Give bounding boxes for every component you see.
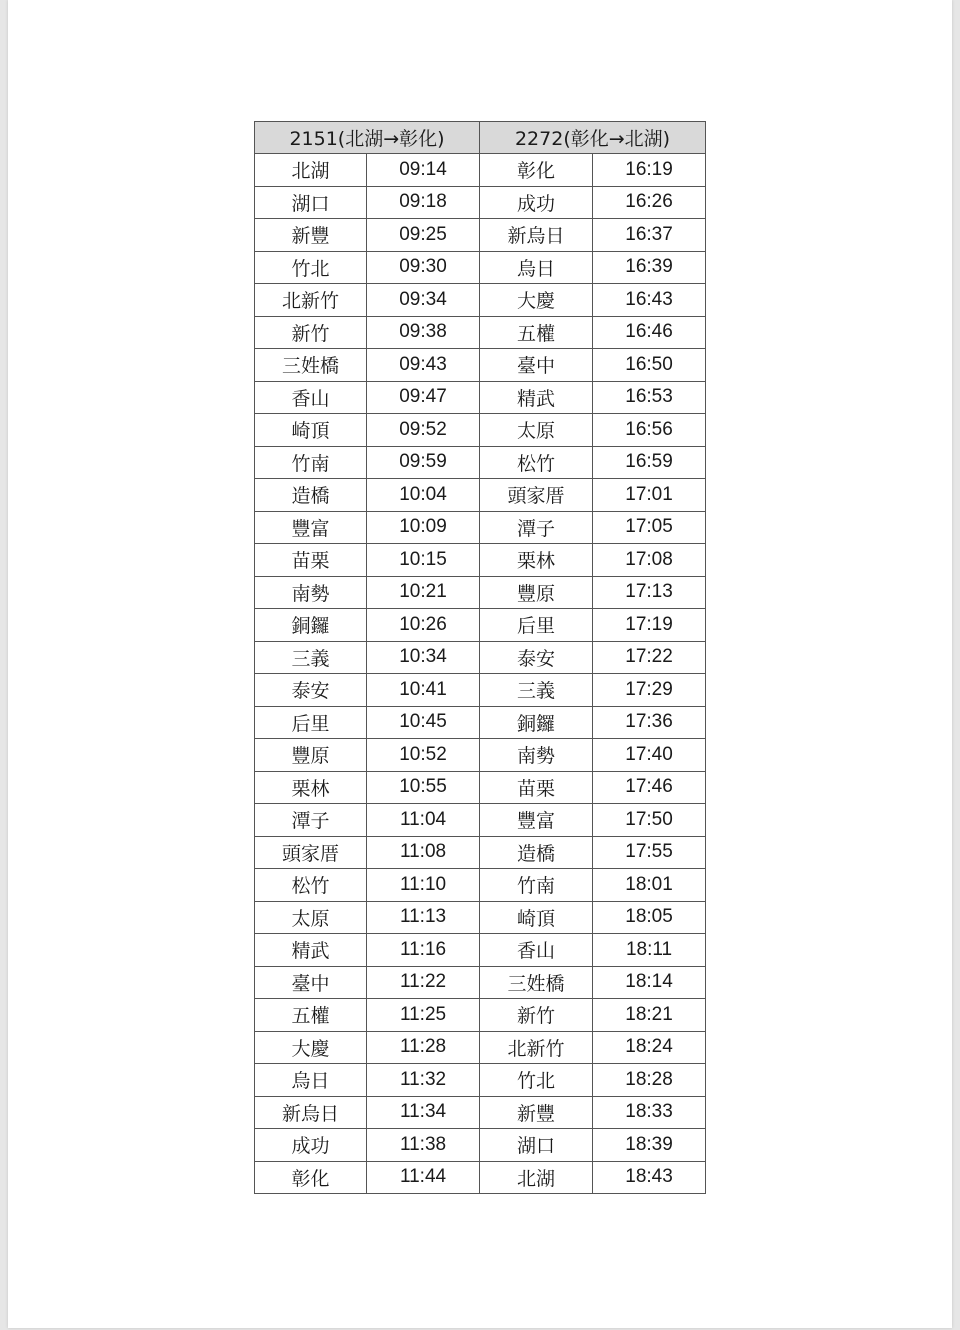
time-2151: 11:22 [367,966,480,999]
time-2151: 10:34 [367,641,480,674]
table-row [255,1031,706,1064]
station-2272: 臺中 [480,349,593,382]
station-2272: 苗栗 [480,771,593,804]
table-row [255,219,706,252]
station-2272: 崎頂 [480,901,593,934]
station-2151: 崎頂 [255,414,367,447]
time-2272: 16:37 [593,219,706,252]
table-row [255,1096,706,1129]
station-2272: 湖口 [480,1129,593,1162]
table-row [255,771,706,804]
station-2272: 烏日 [480,251,593,284]
station-2151: 松竹 [255,869,367,902]
station-2272: 五權 [480,316,593,349]
document-page [8,0,952,1328]
station-2272: 大慶 [480,284,593,317]
time-2272: 18:39 [593,1129,706,1162]
station-2151: 造橋 [255,479,367,512]
table-row [255,966,706,999]
time-2151: 10:52 [367,739,480,772]
table-row [255,349,706,382]
table-row [255,706,706,739]
header-train-2151: 2151(北湖→彰化) [255,122,480,154]
station-2272: 北新竹 [480,1031,593,1064]
time-2151: 10:04 [367,479,480,512]
station-2151: 潭子 [255,804,367,837]
station-2151: 臺中 [255,966,367,999]
time-2151: 09:43 [367,349,480,382]
station-2151: 竹南 [255,446,367,479]
station-2272: 南勢 [480,739,593,772]
time-2272: 17:13 [593,576,706,609]
station-2272: 北湖 [480,1161,593,1194]
time-2272: 18:01 [593,869,706,902]
time-2151: 09:52 [367,414,480,447]
time-2151: 10:21 [367,576,480,609]
time-2151: 09:34 [367,284,480,317]
time-2272: 17:36 [593,706,706,739]
table-row [255,999,706,1032]
time-2272: 18:14 [593,966,706,999]
header-row [255,122,706,154]
table-row [255,674,706,707]
table-row [255,414,706,447]
header-train-2272: 2272(彰化→北湖) [480,122,706,154]
station-2151: 三姓橋 [255,349,367,382]
station-2151: 后里 [255,706,367,739]
station-2151: 新豐 [255,219,367,252]
table-row [255,1064,706,1097]
table-row [255,446,706,479]
station-2272: 三姓橋 [480,966,593,999]
time-2151: 10:45 [367,706,480,739]
station-2151: 頭家厝 [255,836,367,869]
table-row [255,154,706,187]
station-2272: 新豐 [480,1096,593,1129]
timetable-body [255,154,706,1194]
station-2151: 竹北 [255,251,367,284]
station-2151: 銅鑼 [255,609,367,642]
station-2272: 竹北 [480,1064,593,1097]
time-2272: 18:33 [593,1096,706,1129]
station-2272: 泰安 [480,641,593,674]
station-2272: 潭子 [480,511,593,544]
time-2272: 16:53 [593,381,706,414]
station-2272: 松竹 [480,446,593,479]
time-2272: 18:21 [593,999,706,1032]
time-2272: 18:43 [593,1161,706,1194]
table-row [255,511,706,544]
time-2272: 18:24 [593,1031,706,1064]
time-2151: 11:32 [367,1064,480,1097]
time-2151: 09:25 [367,219,480,252]
table-row [255,804,706,837]
time-2151: 10:26 [367,609,480,642]
time-2272: 18:28 [593,1064,706,1097]
station-2272: 新烏日 [480,219,593,252]
time-2151: 11:38 [367,1129,480,1162]
station-2151: 泰安 [255,674,367,707]
station-2151: 太原 [255,901,367,934]
table-row [255,316,706,349]
station-2272: 豐富 [480,804,593,837]
time-2272: 16:19 [593,154,706,187]
table-row [255,641,706,674]
station-2272: 后里 [480,609,593,642]
time-2272: 17:46 [593,771,706,804]
station-2151: 精武 [255,934,367,967]
time-2151: 09:30 [367,251,480,284]
station-2272: 新竹 [480,999,593,1032]
station-2151: 苗栗 [255,544,367,577]
table-row [255,934,706,967]
table-row [255,869,706,902]
table-row [255,284,706,317]
station-2151: 南勢 [255,576,367,609]
time-2272: 17:40 [593,739,706,772]
time-2272: 16:46 [593,316,706,349]
time-2151: 11:04 [367,804,480,837]
station-2151: 大慶 [255,1031,367,1064]
table-row [255,609,706,642]
time-2151: 09:14 [367,154,480,187]
station-2272: 精武 [480,381,593,414]
time-2272: 16:50 [593,349,706,382]
time-2272: 17:19 [593,609,706,642]
time-2151: 11:28 [367,1031,480,1064]
station-2151: 三義 [255,641,367,674]
time-2272: 16:26 [593,186,706,219]
time-2272: 17:01 [593,479,706,512]
time-2272: 16:56 [593,414,706,447]
table-row [255,1129,706,1162]
time-2151: 11:25 [367,999,480,1032]
time-2272: 17:50 [593,804,706,837]
station-2272: 三義 [480,674,593,707]
station-2272: 香山 [480,934,593,967]
station-2151: 北新竹 [255,284,367,317]
station-2151: 北湖 [255,154,367,187]
time-2151: 10:41 [367,674,480,707]
time-2272: 17:55 [593,836,706,869]
table-row [255,251,706,284]
time-2272: 17:22 [593,641,706,674]
time-2151: 09:18 [367,186,480,219]
station-2272: 頭家厝 [480,479,593,512]
time-2151: 11:16 [367,934,480,967]
table-row [255,1161,706,1194]
station-2151: 烏日 [255,1064,367,1097]
table-row [255,479,706,512]
timetable [254,121,706,1194]
station-2151: 湖口 [255,186,367,219]
table-row [255,739,706,772]
station-2272: 栗林 [480,544,593,577]
time-2272: 16:39 [593,251,706,284]
station-2151: 新竹 [255,316,367,349]
table-row [255,836,706,869]
time-2151: 11:13 [367,901,480,934]
time-2151: 10:09 [367,511,480,544]
station-2151: 彰化 [255,1161,367,1194]
time-2151: 10:55 [367,771,480,804]
station-2151: 五權 [255,999,367,1032]
time-2151: 11:44 [367,1161,480,1194]
time-2272: 16:43 [593,284,706,317]
time-2151: 09:59 [367,446,480,479]
table-row [255,381,706,414]
time-2151: 10:15 [367,544,480,577]
station-2272: 造橋 [480,836,593,869]
station-2272: 豐原 [480,576,593,609]
time-2151: 11:34 [367,1096,480,1129]
station-2272: 彰化 [480,154,593,187]
table-row [255,901,706,934]
station-2272: 竹南 [480,869,593,902]
station-2272: 銅鑼 [480,706,593,739]
station-2151: 新烏日 [255,1096,367,1129]
station-2151: 香山 [255,381,367,414]
station-2151: 豐原 [255,739,367,772]
time-2272: 17:08 [593,544,706,577]
time-2151: 09:38 [367,316,480,349]
time-2272: 17:29 [593,674,706,707]
time-2272: 18:05 [593,901,706,934]
time-2272: 16:59 [593,446,706,479]
station-2151: 成功 [255,1129,367,1162]
time-2272: 17:05 [593,511,706,544]
table-row [255,544,706,577]
table-row [255,576,706,609]
time-2151: 09:47 [367,381,480,414]
time-2151: 11:08 [367,836,480,869]
station-2272: 成功 [480,186,593,219]
station-2272: 太原 [480,414,593,447]
time-2272: 18:11 [593,934,706,967]
table-row [255,186,706,219]
station-2151: 豐富 [255,511,367,544]
station-2151: 栗林 [255,771,367,804]
time-2151: 11:10 [367,869,480,902]
